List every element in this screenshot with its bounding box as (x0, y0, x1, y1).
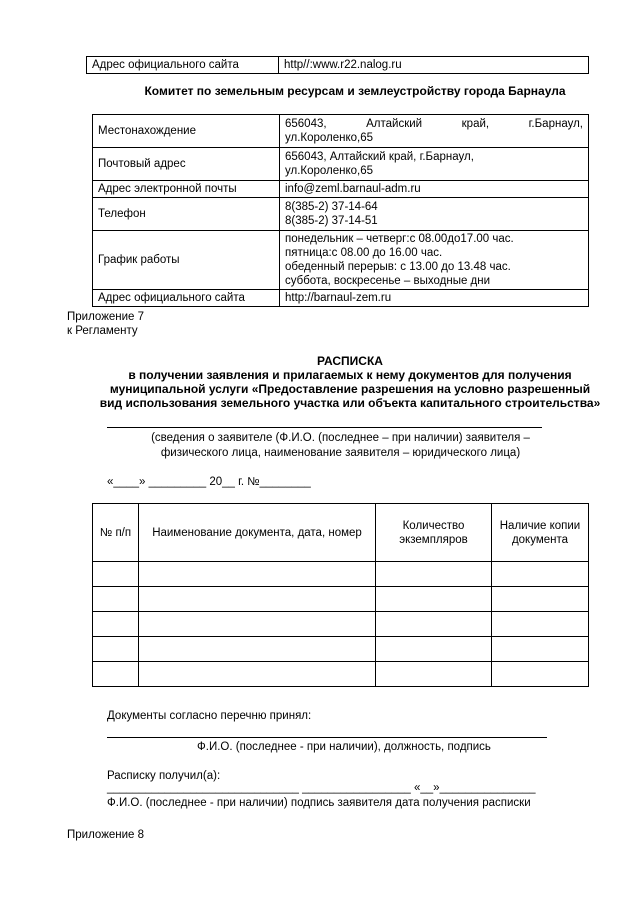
received-caption: Ф.И.О. (последнее - при наличии) подпись заявителя дата получения расписки (107, 797, 531, 809)
receipt-subtitle-3: вид использования земельного участка или объекта капитального строительства» (99, 396, 601, 410)
location-label: Местонахождение (93, 115, 280, 148)
appendix-8: Приложение 8 (67, 829, 145, 841)
receipt-title: РАСПИСКА (317, 354, 383, 368)
received-line: ______________________________ _________________ «__»_______________ (107, 782, 536, 794)
date-number-line: «____» _________ 20__ г. №________ (107, 476, 311, 488)
applicant-caption: (сведения о заявителе (Ф.И.О. (последнее – при наличии) заявителя – физического лица, наименование заявителя – юридического лица) (151, 432, 530, 459)
org-site-label: Адрес официального сайта (93, 290, 280, 307)
receipt-heading (90, 354, 610, 410)
org-info-table (92, 114, 589, 307)
phone-value: 8(385-2) 37-14-64 8(385-2) 37-14-51 (280, 198, 589, 231)
accepted-caption: Ф.И.О. (последнее - при наличии), должность, подпись (197, 741, 491, 753)
table-row (93, 148, 589, 181)
table-row (93, 562, 589, 587)
schedule-value: понедельник – четверг:с 08.00до17.00 час. пятница:с 08.00 до 16.00 час. обеденный перерыв: с 13.00 до 13.48 час. суббота, воскресенье – выходные дни (280, 231, 589, 290)
table-row (93, 612, 589, 637)
schedule-label: График работы (93, 231, 280, 290)
received-label: Расписку получил(а): (107, 770, 221, 782)
table-row (93, 587, 589, 612)
appendix-7-subtitle: к Регламенту (67, 325, 138, 337)
email-label: Адрес электронной почты (93, 181, 280, 198)
org-site-value: http://barnaul-zem.ru (280, 290, 589, 307)
appendix-7-title: Приложение 7 (67, 311, 145, 323)
table-row (93, 637, 589, 662)
postal-label: Почтовый адрес (93, 148, 280, 181)
official-site-value: http//:www.r22.nalog.ru (279, 57, 589, 74)
email-value: info@zeml.barnaul-adm.ru (280, 181, 589, 198)
documents-table (92, 503, 589, 687)
official-site-label: Адрес официального сайта (87, 57, 279, 74)
table-row (93, 198, 589, 231)
col-copy-header: Наличие копии документа (492, 504, 589, 562)
table-row (93, 181, 589, 198)
table-row (93, 662, 589, 687)
col-number-header: № п/п (93, 504, 139, 562)
accepted-line (107, 737, 547, 738)
table-row (93, 290, 589, 307)
phone-label: Телефон (93, 198, 280, 231)
location-value: 656043, Алтайский край, г.Барнаул, ул.Короленко,65 (280, 115, 589, 148)
receipt-subtitle-1: в получении заявления и прилагаемых к нему документов для получения (128, 368, 572, 382)
col-count-header: Количество экземпляров (376, 504, 492, 562)
official-site-table (86, 56, 589, 74)
applicant-line (107, 427, 542, 428)
org-title: Комитет по земельным ресурсам и землеустройству города Барнаула (144, 84, 566, 98)
appendix-7 (67, 310, 144, 338)
table-row (93, 115, 589, 148)
table-row (93, 231, 589, 290)
receipt-subtitle-2: муниципальной услуги «Предоставление разрешения на условно разрешенный (109, 382, 591, 396)
col-document-header: Наименование документа, дата, номер (139, 504, 376, 562)
postal-value: 656043, Алтайский край, г.Барнаул, ул.Короленко,65 (280, 148, 589, 181)
accepted-label: Документы согласно перечню принял: (107, 710, 312, 722)
table-header-row (93, 504, 589, 562)
